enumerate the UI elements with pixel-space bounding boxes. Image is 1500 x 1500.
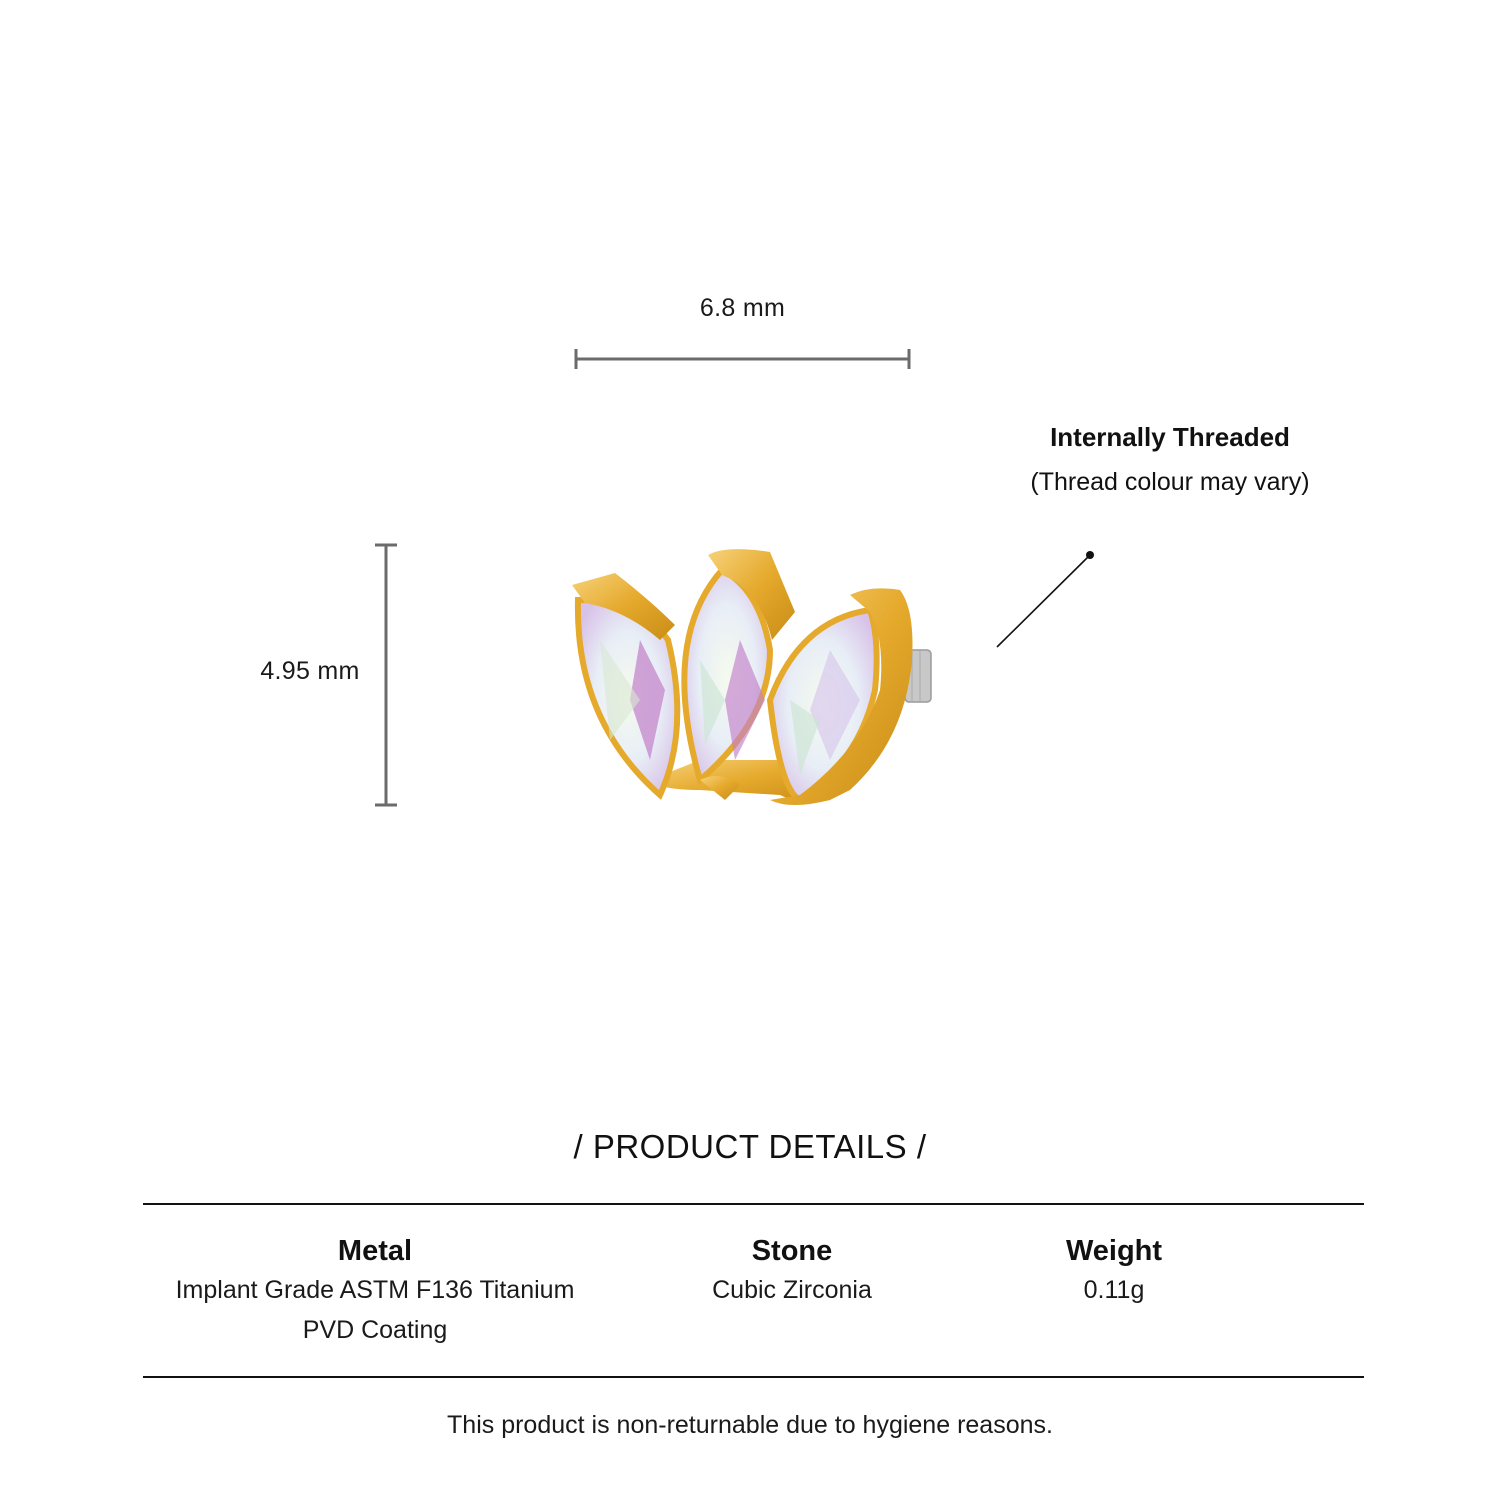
details-top-divider: [143, 1203, 1364, 1205]
height-dimension-label: 4.95 mm: [260, 657, 360, 685]
detail-stone-value: Cubic Zirconia: [712, 1276, 872, 1304]
details-bottom-divider: [143, 1376, 1364, 1378]
thread-title: Internally Threaded: [1050, 422, 1290, 452]
detail-stone-heading: Stone: [751, 1235, 833, 1267]
thread-pointer-line: [997, 551, 1094, 647]
return-policy-disclaimer: This product is non-returnable due to hygiene reasons.: [447, 1411, 1053, 1439]
detail-column-weight: [964, 1232, 1264, 1310]
width-dimension-label: 6.8 mm: [699, 294, 786, 322]
detail-column-stone: [592, 1232, 992, 1310]
detail-metal-value-2: PVD Coating: [302, 1316, 448, 1344]
detail-column-metal: [125, 1232, 625, 1350]
thread-note: (Thread colour may vary): [1030, 468, 1310, 496]
product-details-heading: / PRODUCT DETAILS /: [573, 1128, 927, 1165]
detail-weight-heading: Weight: [1065, 1235, 1163, 1267]
earring-product-image: [572, 549, 931, 805]
detail-metal-value-1: Implant Grade ASTM F136 Titanium: [175, 1276, 575, 1304]
detail-metal-heading: Metal: [337, 1235, 413, 1267]
width-dimension-line: [576, 349, 909, 369]
detail-weight-value: 0.11g: [1083, 1276, 1145, 1304]
